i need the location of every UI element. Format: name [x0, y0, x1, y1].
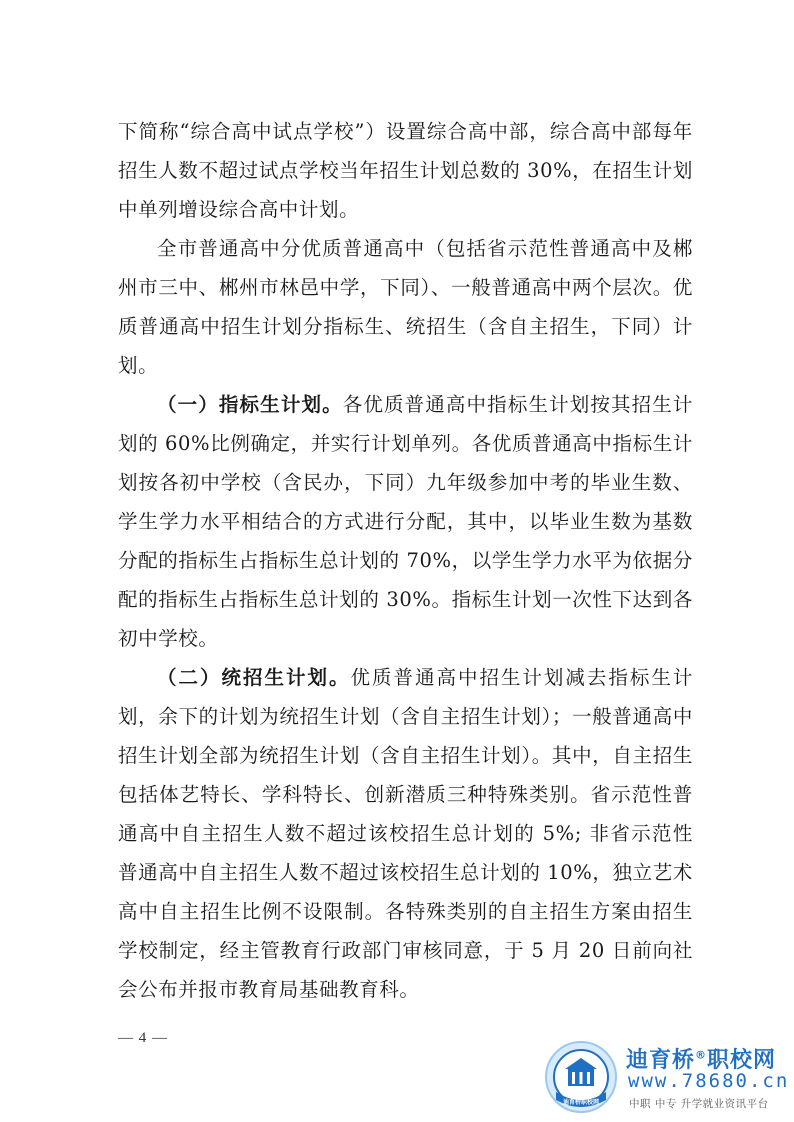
watermark-brand-suffix: 职校网 — [707, 1048, 777, 1073]
paragraph-3 — [118, 385, 693, 658]
registered-mark: ® — [695, 1048, 708, 1062]
document-body — [118, 112, 693, 1009]
section-heading-quota-plan: （一）指标生计划。 — [157, 393, 343, 416]
watermark-logo-text: 迪育桥职校网 — [562, 1099, 600, 1106]
paragraph-3-text: 各优质普通高中指标生计划按其招生计划的 60%比例确定，并实行计划单列。各优质普通高中指标生计划按各初中学校（含民办，下同）九年级参加中考的毕业生数、学生学力水平相结合的方式进行分配，其中，以毕业生数为基数分配的指标生占指标生总计划的 70%，以学生学力水平为依据分配的指标生占指标生总计划的 30%。指标生计划一次性下达到各初中学校。 — [118, 393, 694, 650]
watermark-tagline: 中职 中专 升学就业资讯平台 — [629, 1098, 769, 1110]
paragraph-1-text: 下简称“综合高中试点学校”）设置综合高中部，综合高中部每年招生人数不超过试点学校当年招生计划总数的 30%，在招生计划中单列增设综合高中计划。 — [118, 120, 693, 221]
paragraph-2-text: 全市普通高中分优质普通高中（包括省示范性普通高中及郴州市三中、郴州市林邑中学，下同）、一般普通高中两个层次。优质普通高中招生计划分指标生、统招生（含自主招生，下同）计划。 — [118, 237, 693, 377]
section-heading-unified-plan: （二）统招生计划。 — [157, 666, 351, 689]
watermark-url: www.78680.cn — [628, 1070, 790, 1092]
paragraph-2 — [118, 229, 693, 385]
paragraph-4 — [118, 658, 693, 1009]
paragraph-1 — [118, 112, 693, 229]
watermark-logo — [544, 1040, 618, 1114]
paragraph-4-text: 优质普通高中招生计划减去指标生计划，余下的计划为统招生计划（含自主招生计划）；一般普通高中招生计划全部为统招生计划（含自主招生计划）。其中，自主招生包括体艺特长、学科特长、创新潜质三种特殊类别。省示范性普通高中自主招生人数不超过该校招生总计划的 5%; 非省示范性普通高中自主招生人数不超过该校招生总计划的 10%，独立艺术高中自主招生比例不设限制。各特殊类别的自主招生方案由招生学校制定，经主管教育行政部门审核同意，于 5 月 20 日前向社会公布并报市教育局基础教育科。 — [118, 666, 693, 1001]
page-number: — 4 — — [118, 1030, 168, 1046]
watermark-brand-main: 迪育桥 — [626, 1048, 696, 1073]
